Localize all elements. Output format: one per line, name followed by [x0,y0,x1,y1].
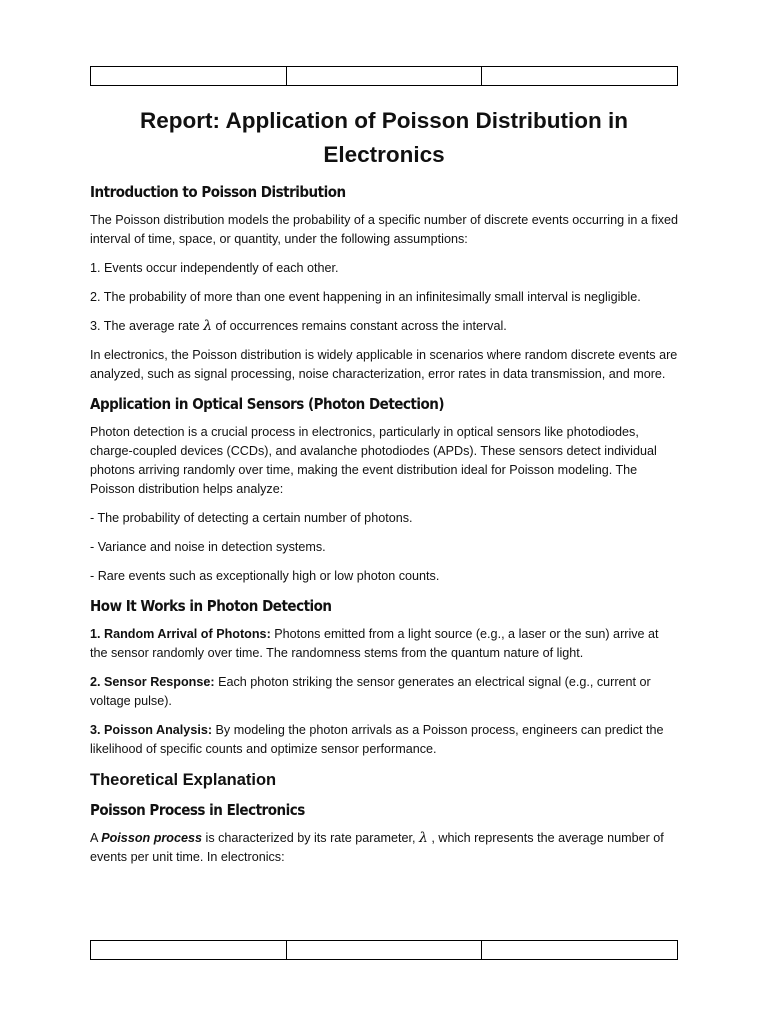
process-text-c: , which represents the average number of events per unit time. In electronics: [90,831,664,864]
footer-cell [482,941,678,960]
assumption-1: 1. Events occur independently of each other. [90,261,339,275]
step-2-label: 2. Sensor Response: [90,675,215,689]
step-2-text: Each photon striking the sensor generates an electrical signal (e.g., current or voltage pulse). [90,675,651,708]
theory-heading: Theoretical Explanation [90,771,277,789]
step-2 [90,673,678,711]
assumption-3-pre: 3. The average rate [90,319,204,333]
step-1-text: Photons emitted from a light source (e.g., a laser or the sun) arrive at the sensor randomly over time. The randomness stems from the quantum nature of light. [90,627,659,660]
step-3-text: By modeling the photon arrivals as a Poisson process, engineers can predict the likelihood of specific counts and optimize sensor performance. [90,723,664,756]
electronics-paragraph: In electronics, the Poisson distribution is widely applicable in scenarios where random discrete events are analyzed, such as signal processing, noise characterization, error rates in data transmission, and more. [90,348,678,381]
assumption-3-post: of occurrences remains constant across the interval. [212,319,507,333]
header-cell [286,67,482,86]
intro-heading: Introduction to Poisson Distribution [90,183,346,201]
poisson-process-term: Poisson process [101,831,203,845]
process-text-b: is characterized by its rate parameter, [202,831,419,845]
footer-cell [91,941,287,960]
footer-cell [286,941,482,960]
process-heading: Poisson Process in Electronics [90,801,305,819]
step-1 [90,625,678,663]
header-cell [91,67,287,86]
process-text-a: A [90,831,102,845]
how-heading: How It Works in Photon Detection [90,597,332,615]
header-cell [482,67,678,86]
footer-table [90,940,678,960]
header-table [90,66,678,86]
optical-heading: Application in Optical Sensors (Photon Detection) [90,395,445,413]
lambda-symbol: λ [203,318,213,334]
assumption-3 [90,317,678,336]
bullet-2: - Variance and noise in detection systems. [90,540,326,554]
bullet-1: - The probability of detecting a certain number of photons. [90,511,413,525]
optical-paragraph: Photon detection is a crucial process in electronics, particularly in optical sensors like photodiodes, charge-coupled devices (CCDs), and avalanche photodiodes (APDs). These sensors detect individual photons arriving randomly over time, making the event distribution ideal for Poisson modeling. The Poisson distribution helps analyze: [90,425,657,496]
document-body [90,104,678,877]
step-3 [90,721,678,759]
document-title: Report: Application of Poisson Distribution in Electronics [140,108,628,167]
step-1-label: 1. Random Arrival of Photons: [90,627,271,641]
intro-paragraph: The Poisson distribution models the probability of a specific number of discrete events occurring in a fixed interval of time, space, or quantity, under the following assumptions: [90,213,679,246]
step-3-label: 3. Poisson Analysis: [90,723,213,737]
assumption-2: 2. The probability of more than one event happening in an infinitesimally small interval is negligible. [90,290,641,304]
process-paragraph [90,829,678,867]
lambda-symbol: λ [419,830,428,846]
bullet-3: - Rare events such as exceptionally high or low photon counts. [90,569,440,583]
